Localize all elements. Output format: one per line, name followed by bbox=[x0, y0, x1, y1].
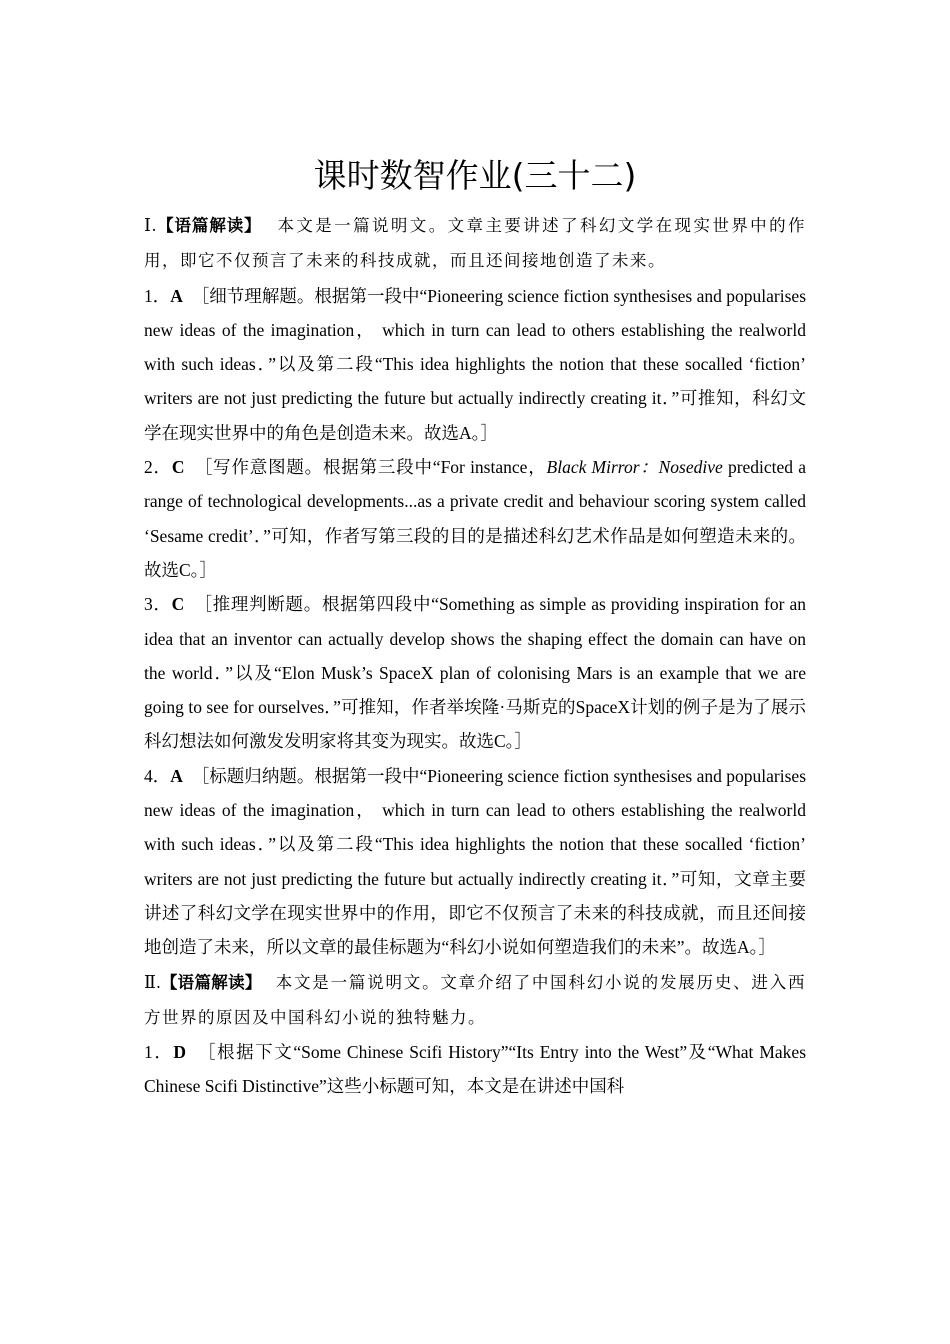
section-1-number: Ⅰ. bbox=[144, 215, 157, 235]
page-title: 课时数智作业(三十二) bbox=[313, 156, 637, 195]
section-1-intro bbox=[144, 208, 806, 279]
question-3-explanation: ［推理判断题。根据第四段中“Something as simple as providing inspiration for an idea that an inventor can actually develop shows the shaping effect the domain can have on the world．”以及“Elon Musk’s SpaceX plan of colonising Mars is an example that we are going to see for ourselves．”可推知，作者举埃隆·马斯克的SpaceX计划的例子是为了展示科幻想法如何激发发明家将其变为现实。故选C。］ bbox=[144, 594, 807, 752]
question-1-answer: A bbox=[170, 285, 183, 306]
question-4-number: 4． bbox=[144, 765, 171, 786]
question-4 bbox=[144, 759, 806, 965]
question-5-explanation: ［根据下文“Some Chinese Scifi History”“Its Entry into the West”及“What Makes Chinese Scifi Distinctive”这些小标题可知，本文是在讲述中国科 bbox=[144, 1042, 807, 1097]
question-4-explanation: ［标题归纳题。根据第一段中“Pioneering science fiction synthesises and popularises new ideas of the imagination， which in turn can lead to others establishing the realworld with such ideas．”以及第二段“This idea highlights the notion that these socalled ‘fiction’ writers are not just predicting the future but actually indirectly creating it．”可知，文章主要讲述了科幻文学在现实世界中的作用，即它不仅预言了未来的科技成就，而且还间接地创造了未来，所以文章的最佳标题为“科幻小说如何塑造我们的未来”。故选A。］ bbox=[144, 765, 807, 958]
question-2 bbox=[144, 450, 806, 587]
question-3 bbox=[144, 587, 806, 758]
section-2-tag: 【语篇解读】 bbox=[160, 972, 262, 992]
question-5 bbox=[144, 1035, 806, 1104]
section-2-number: Ⅱ. bbox=[144, 971, 161, 992]
question-5-number: 1． bbox=[144, 1042, 174, 1063]
section-1-tag: 【语篇解读】 bbox=[156, 216, 262, 235]
question-1-number: 1． bbox=[144, 285, 171, 306]
question-4-answer: A bbox=[170, 765, 183, 786]
question-2-explanation-pre: ［写作意图题。根据第三段中“For instance， bbox=[194, 457, 547, 478]
question-1-explanation: ［细节理解题。根据第一段中“Pioneering science fiction synthesises and popularises new ideas of the imagination， which in turn can lead to others establishing the realworld with such ideas．”以及第二段“This idea highlights the notion that these socalled ‘fiction’ writers are not just predicting the future but actually indirectly creating it．”可推知，科幻文学在现实世界中的角色是创造未来。故选A。］ bbox=[144, 285, 807, 443]
question-3-number: 3． bbox=[144, 594, 172, 615]
question-2-explanation-post: predicted a range of technological developments...as a private credit and behaviour scoring system called ‘Sesame credit’．”可知，作者写第三段的目的是描述科幻艺术作品是如何塑造未来的。故选C。］ bbox=[144, 457, 806, 580]
question-2-answer: C bbox=[171, 457, 185, 478]
question-1 bbox=[144, 279, 806, 450]
section-2-text: 本文是一篇说明文。文章介绍了中国科幻小说的发展历史、进入西方世界的原因及中国科幻小说的独特魅力。 bbox=[144, 972, 807, 1027]
question-5-answer: D bbox=[173, 1042, 187, 1063]
question-2-number: 2． bbox=[144, 457, 172, 478]
section-1-text: 本文是一篇说明文。文章主要讲述了科幻文学在现实世界中的作用，即它不仅预言了未来的科技成就，而且还间接地创造了未来。 bbox=[144, 216, 807, 271]
question-3-answer: C bbox=[171, 594, 185, 615]
section-2-intro bbox=[144, 965, 806, 1036]
answer-body bbox=[144, 208, 806, 1104]
question-2-italic-title: Black Mirror：Nosedive bbox=[546, 457, 723, 478]
